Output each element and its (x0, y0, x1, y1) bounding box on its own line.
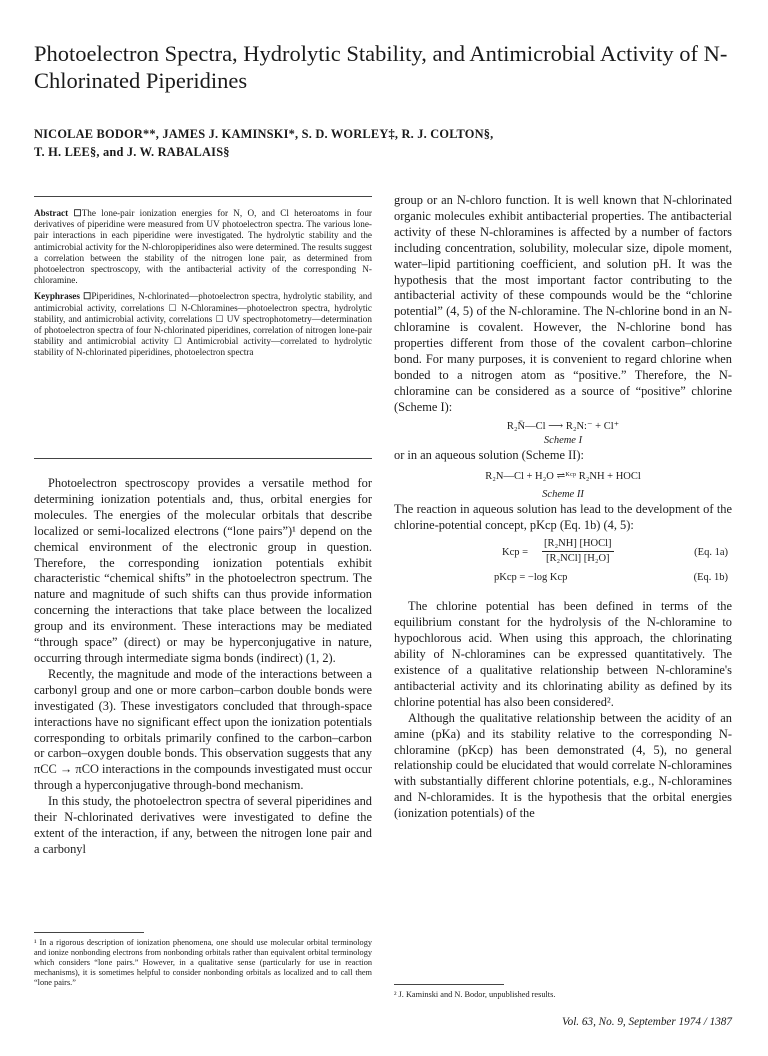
footnote-rule (394, 984, 504, 985)
footnote-rule (34, 932, 144, 933)
authors-line-2: T. H. LEE§, and J. W. RABALAIS§ (34, 145, 230, 159)
abstract-text: The lone-pair ionization energies for N, O, and Cl heteroatoms in four derivatives of piperidine were measured from UV photoelectron spectra. The various lone-pair interactions in each piperidine were investigated. The hydrolytic stability and the antimicrobial activity for the N-chloropiperidines also were determined. The results suggest a correlation between the stability of the nitrogen lone pair, as determined from photoelectron spectroscopy, with the antibacterial activity of the corresponding N-chloramine. (34, 208, 372, 286)
scheme-1: R₂N̈—Cl ⟶ R₂N:⁻ + Cl⁺ (506, 420, 620, 432)
equation-tag: (Eq. 1a) (694, 547, 728, 559)
keyphrases-label: Keyphrases ☐ (34, 291, 92, 302)
equation-1a (394, 537, 732, 569)
equation-1b (394, 569, 732, 591)
page-footer: Vol. 63, No. 9, September 1974 / 1387 (562, 1016, 732, 1028)
keyphrases-text: Piperidines, N-chlorinated—photoelectron spectra, hydrolytic stability, and antimicrobial activity, correlations ☐ N-Chloramines—photoelectron spectra, hydrolytic stability, and antimicrobial activity, correlations ☐ UV spectrophotometry—determination of photoelectron spectra of four N-chlorinated piperidines, correlation of nitrogen lone-pair stability and antimicrobial activity ☐ Antimicrobial activity—correlated to hydrolytic stability of N-chlorinated piperidines, photoelectron spectra (34, 291, 372, 358)
authors-line-1: NICOLAE BODOR**, JAMES J. KAMINSKI*, S. D. WORLEY‡, R. J. COLTON§, (34, 127, 494, 141)
abstract (34, 208, 372, 286)
paragraph: Although the qualitative relationship between the acidity of an amine (pKa) and its stability relative to the corresponding N-chloramine (pKcp) has been demonstrated (4, 5), no general relationship could be elucidated that would correlate N-chloramines with substantially different chlorine potentials, e.g., N-chloramines and N-chloramides. It is the hypothesis that the orbital energies (ionization potentials) of the (394, 710, 732, 821)
paragraph: or in an aqueous solution (Scheme II): (394, 447, 584, 462)
equation-lhs: Kcp = (502, 547, 529, 559)
abstract-bottom-rule (34, 458, 372, 459)
abstract-label: Abstract ☐ (34, 208, 82, 218)
keyphrases (34, 291, 372, 358)
footnote-1: ¹ In a rigorous description of ionization phenomena, one should use molecular orbital terminology and ionize nonbonding electrons from nonbonding orbitals rather than equivalent orbital terminology which considers “lone pairs.” However, in a qualitative sense (particularly for use in reaction mechanisms), it is sometimes helpful to consider nonbonding orbitals as localized and to call them “lone pairs.” (34, 938, 372, 987)
paragraph: group or an N-chloro function. It is well known that N-chlorinated organic molecules exhibit antibacterial properties. The antibacterial activity of these N-chloramines is affected by a number of factors including concentration, solubility, molecular size, dipole moment, water–lipid partitioning coefficient, and solution pH. It was the hypothesis that the most important factor contributing to the antibacterial activity of these compounds would be the “chlorine potential” (4, 5) of the N-chloramine. The N-chlorine bond in an N-chloramine is covalent. However, the N-chlorine bond has properties different from those of the covalent carbon–chlorine bond. For many purposes, it is convenient to regard chlorine when bonded to a nitrogen atom as “positive.” Therefore, the N-chloramine can be considered as a source of “positive” chlorine (Scheme I): (394, 193, 732, 414)
equation-fraction (542, 537, 614, 566)
footnote-2: ² J. Kaminski and N. Bodor, unpublished results. (394, 990, 556, 999)
scheme-2-label: Scheme II (542, 488, 584, 500)
right-column (394, 193, 732, 822)
left-column (34, 476, 372, 858)
abstract-top-rule (34, 196, 372, 197)
paragraph: The reaction in aqueous solution has lead to the development of the chlorine-potential concept, pKcp (Eq. 1b) (4, 5): (394, 501, 732, 532)
equation-body: pKcp = −log Kcp (494, 572, 568, 584)
paragraph: Photoelectron spectroscopy provides a versatile method for determining ionization potentials and, thus, orbital energies for molecules. The energies of the molecular orbitals that describe localized or semi-localized electrons (“lone pairs”)¹ depend on the chemical environment of the electronic group in question. Therefore, the corresponding ionization potentials exhibit characteristic “chemical shifts” in the photoelectron spectrum. The nature and magnitude of such shifts can thus provide information concerning the interactions that take place between the localized group and its environment. These interactions may be mediated “through space” (direct) or may be hyperconjugative in nature, occurring through intermediate sigma bonds (indirect) (1, 2). (34, 476, 372, 665)
article-title: Photoelectron Spectra, Hydrolytic Stability, and Antimicrobial Activity of N-Chlorinated Piperidines (34, 41, 728, 93)
scheme-1-label: Scheme I (543, 434, 583, 446)
paragraph: In this study, the photoelectron spectra of several piperidines and their N-chlorinated derivatives were investigated to define the extent of the interaction, if any, between the nitrogen lone pair and a carbonyl (34, 794, 372, 856)
equation-numerator: [R₂NH] [HOCl] (542, 537, 614, 552)
paragraph: The chlorine potential has been defined in terms of the equilibrium constant for the hydrolysis of the N-chloramine to hypochlorous acid. When using this approach, the chlorinating ability of N-chloramines can be expressed quantitatively. The existence of a qualitative relationship between N-chloramine's antibacterial activity and its chlorinating ability as defined by its chlorine potential has also been considered². (394, 599, 732, 709)
equation-denominator: [R₂NCl] [H₂O] (545, 553, 610, 565)
paragraph: Recently, the magnitude and mode of the interactions between a carbonyl group and one or more carbon–carbon double bonds were investigated (3). These investigators concluded that through-space interactions have no significant effect upon the ionization potentials corresponding to orbitals primarily confined to the carbon–carbon or carbon–oxygen double bonds. This observation suggests that any πCC → πCO interactions in the compounds investigated must occur through a hyperconjugative through-bond mechanism. (34, 666, 372, 793)
author-list (34, 125, 734, 161)
equation-tag: (Eq. 1b) (693, 572, 728, 584)
scheme-2: R₂N—Cl + H₂O ⇌ᴷᶜᵖ R₂NH + HOCl (485, 470, 641, 482)
abstract-block (34, 208, 372, 364)
